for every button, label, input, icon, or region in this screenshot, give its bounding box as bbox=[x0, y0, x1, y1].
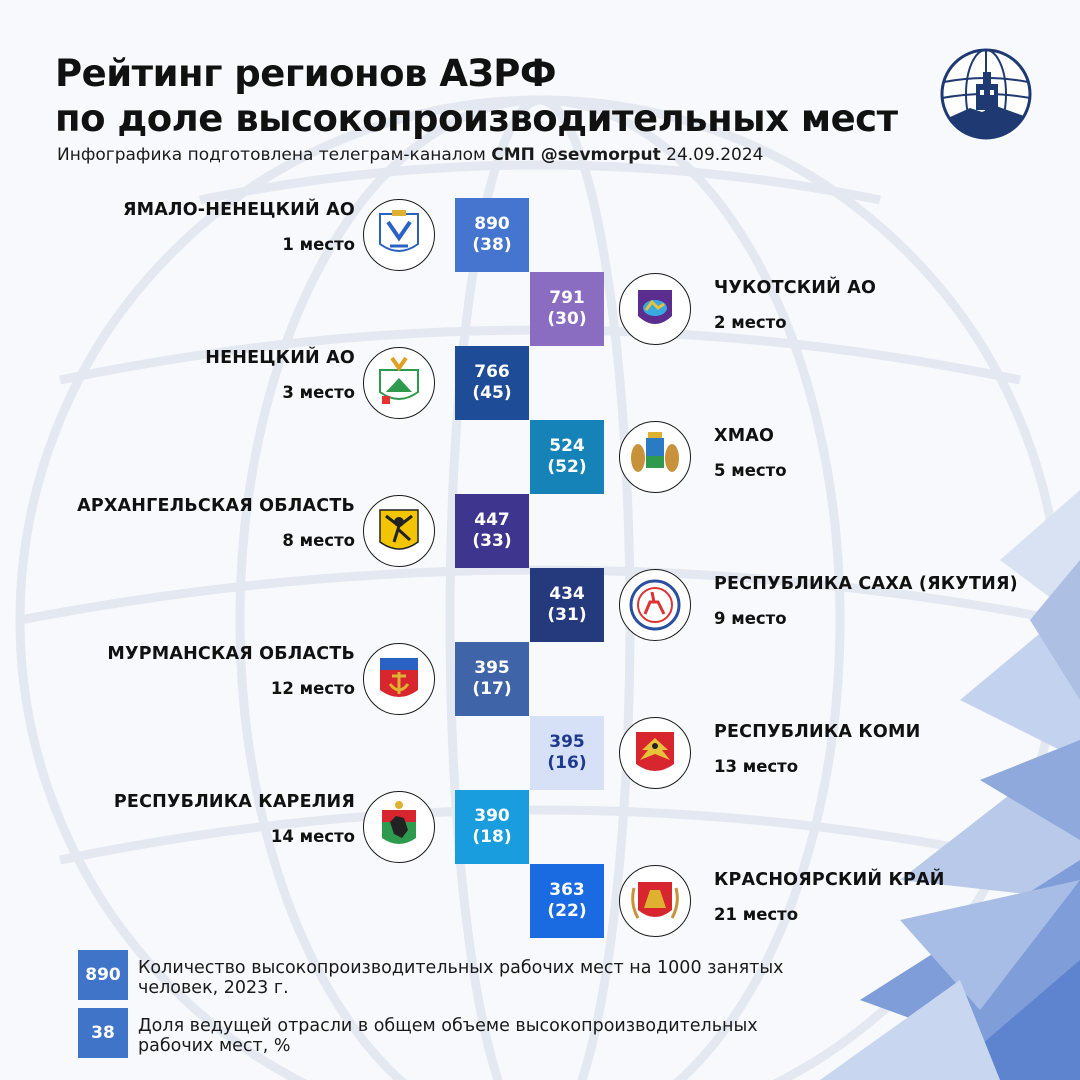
region-name: КРАСНОЯРСКИЙ КРАЙ bbox=[714, 870, 945, 890]
share-value: (38) bbox=[472, 235, 512, 255]
region-place: 1 место bbox=[282, 235, 355, 254]
share-value: (31) bbox=[547, 605, 587, 625]
jobs-value: 890 bbox=[474, 214, 510, 234]
value-box bbox=[530, 568, 604, 642]
subtitle-date: 24.09.2024 bbox=[660, 145, 764, 165]
jobs-value: 395 bbox=[549, 732, 585, 752]
region-name: ХМАО bbox=[714, 426, 775, 446]
value-box bbox=[530, 272, 604, 346]
jobs-value: 363 bbox=[549, 880, 585, 900]
jobs-value: 395 bbox=[474, 658, 510, 678]
chukotka-emblem-icon bbox=[619, 273, 691, 345]
share-value: (16) bbox=[547, 753, 587, 773]
region-name: ЧУКОТСКИЙ АО bbox=[714, 278, 877, 298]
share-value: (18) bbox=[472, 827, 512, 847]
jobs-value: 791 bbox=[549, 288, 585, 308]
share-value: (33) bbox=[472, 531, 512, 551]
khmao-emblem-icon bbox=[619, 421, 691, 493]
krasnoyarsk-emblem-icon bbox=[619, 865, 691, 937]
region-place: 14 место bbox=[270, 827, 355, 846]
jobs-value: 434 bbox=[549, 584, 585, 604]
murmansk-emblem-icon bbox=[363, 643, 435, 715]
region-name: ЯМАЛО-НЕНЕЦКИЙ АО bbox=[122, 200, 355, 220]
region-name: РЕСПУБЛИКА КОМИ bbox=[714, 722, 921, 742]
yamal-emblem-icon bbox=[363, 199, 435, 271]
region-place: 13 место bbox=[714, 757, 799, 776]
legend-share-text: Доля ведущей отрасли в общем объеме высокопроизводительных рабочих мест, % bbox=[138, 1016, 758, 1056]
region-name: НЕНЕЦКИЙ АО bbox=[205, 348, 355, 368]
share-value: (30) bbox=[547, 309, 587, 329]
value-box bbox=[455, 198, 529, 272]
page-title-line1: Рейтинг регионов АЗРФ bbox=[55, 52, 557, 95]
value-box bbox=[455, 494, 529, 568]
region-place: 9 место bbox=[714, 609, 787, 628]
region-place: 3 место bbox=[282, 383, 355, 402]
legend-value-text: Количество высокопроизводительных рабочих мест на 1000 занятых человек, 2023 г. bbox=[138, 958, 784, 998]
karelia-emblem-icon bbox=[363, 791, 435, 863]
yakutia-emblem-icon bbox=[619, 569, 691, 641]
region-place: 5 место bbox=[714, 461, 787, 480]
nenets-emblem-icon bbox=[363, 347, 435, 419]
subtitle-prefix: Инфографика подготовлена телеграм-каналом bbox=[57, 145, 492, 165]
region-place: 21 место bbox=[714, 905, 799, 924]
jobs-value: 524 bbox=[549, 436, 585, 456]
jobs-value: 766 bbox=[474, 362, 510, 382]
legend-share-box: 38 bbox=[78, 1008, 128, 1058]
region-name: МУРМАНСКАЯ ОБЛАСТЬ bbox=[107, 644, 355, 664]
value-box bbox=[530, 716, 604, 790]
value-box bbox=[455, 790, 529, 864]
value-box bbox=[530, 864, 604, 938]
komi-emblem-icon bbox=[619, 717, 691, 789]
subtitle-channel: СМП @sevmorput bbox=[491, 145, 661, 165]
page-title-line2: по доле высокопроизводительных мест bbox=[55, 97, 898, 140]
arkhangelsk-emblem-icon bbox=[363, 495, 435, 567]
share-value: (17) bbox=[472, 679, 512, 699]
share-value: (45) bbox=[472, 383, 512, 403]
region-name: РЕСПУБЛИКА КАРЕЛИЯ bbox=[113, 792, 355, 812]
value-box bbox=[455, 642, 529, 716]
value-box bbox=[530, 420, 604, 494]
share-value: (22) bbox=[547, 901, 587, 921]
value-box bbox=[455, 346, 529, 420]
jobs-value: 447 bbox=[474, 510, 510, 530]
legend-value-box: 890 bbox=[78, 950, 128, 1000]
share-value: (52) bbox=[547, 457, 587, 477]
region-place: 12 место bbox=[270, 679, 355, 698]
region-place: 8 место bbox=[282, 531, 355, 550]
jobs-value: 390 bbox=[474, 806, 510, 826]
region-name: АРХАНГЕЛЬСКАЯ ОБЛАСТЬ bbox=[77, 496, 355, 516]
region-name: РЕСПУБЛИКА САХА (ЯКУТИЯ) bbox=[714, 574, 1018, 594]
region-place: 2 место bbox=[714, 313, 787, 332]
